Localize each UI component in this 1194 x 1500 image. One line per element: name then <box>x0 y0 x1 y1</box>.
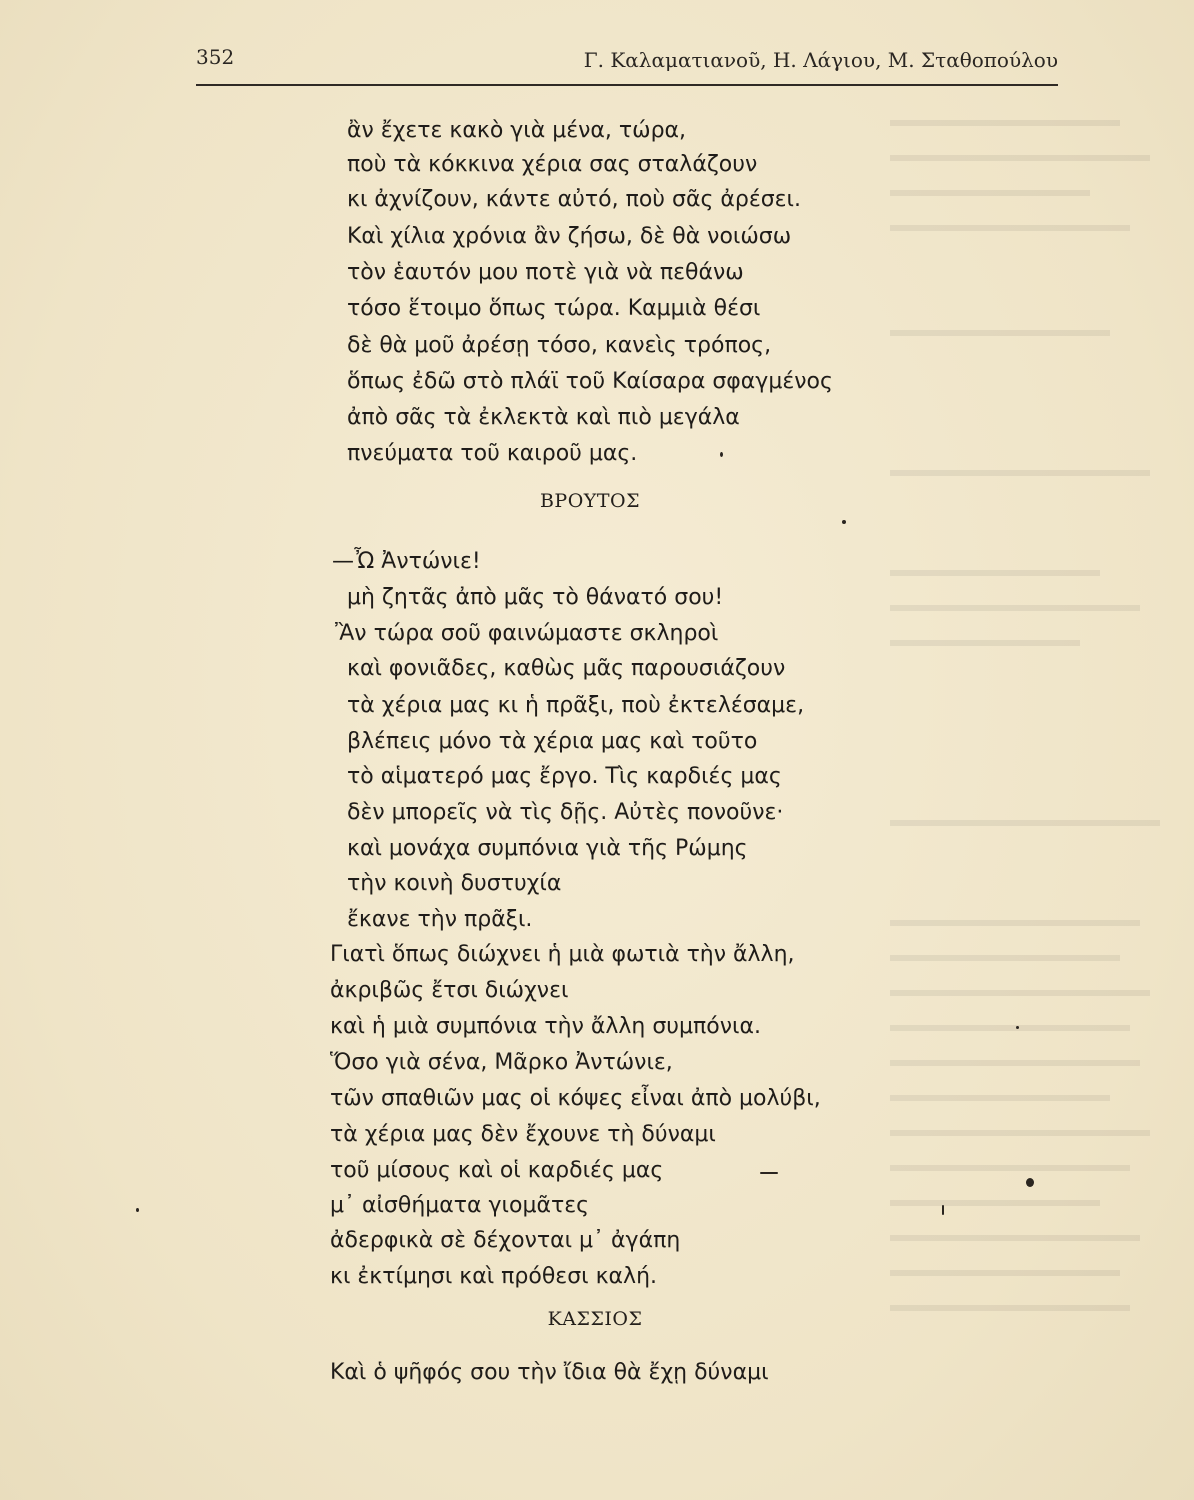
speaker-brutus: ΒΡΟΥΤΟΣ <box>539 490 641 512</box>
verse-line: —Ὦ Ἀντώνιε! <box>332 549 481 574</box>
verse-line: τοῦ μίσους καὶ οἱ καρδιές μας <box>330 1158 664 1183</box>
verse-line: τὴν κοινὴ δυστυχία <box>347 871 562 896</box>
ink-speck <box>720 452 723 457</box>
verse-line: Καὶ χίλια χρόνια ἂν ζήσω, δὲ θὰ νοιώσω <box>347 224 792 249</box>
verse-line: καὶ ἡ μιὰ συμπόνια τὴν ἄλλη συμπόνια. <box>330 1014 761 1039</box>
running-head: Γ. Καλαματιανοῦ, Η. Λάγιου, Μ. Σταθοπούλου <box>583 48 1058 72</box>
verse-line: ἀδερφικὰ σὲ δέχονται μ᾽ ἀγάπη <box>330 1228 681 1253</box>
ink-speck <box>1016 1026 1019 1029</box>
verse-line: μ᾽ αἰσθήματα γιομᾶτες <box>330 1193 589 1218</box>
verse-line: βλέπεις μόνο τὰ χέρια μας καὶ τοῦτο <box>347 729 758 754</box>
verse-line: μὴ ζητᾶς ἀπὸ μᾶς τὸ θάνατό σου! <box>347 585 724 610</box>
verse-line: δὲ θὰ μοῦ ἀρέσῃ τόσο, κανεὶς τρόπος, <box>347 333 772 358</box>
verse-line: Ἂν τώρα σοῦ φαινώμαστε σκληροὶ <box>335 621 719 646</box>
ink-speck <box>1026 1178 1034 1187</box>
verse-line: Γιατὶ ὅπως διώχνει ἡ μιὰ φωτιὰ τὴν ἄλλη, <box>330 942 795 967</box>
verse-line: ἀκριβῶς ἔτσι διώχνει <box>330 978 569 1003</box>
page-header <box>196 40 1058 80</box>
verse-line: καὶ μονάχα συμπόνια γιὰ τῆς Ρώμης <box>347 836 748 861</box>
verse-line: ὅπως ἐδῶ στὸ πλάϊ τοῦ Καίσαρα σφαγμένος <box>347 369 833 394</box>
speaker-cassius: ΚΑΣΣΙΟΣ <box>547 1308 643 1330</box>
verse-line: ἂν ἔχετε κακὸ γιὰ μένα, τώρα, <box>347 118 687 143</box>
verse-line: τὰ χέρια μας κι ἡ πρᾶξι, ποὺ ἐκτελέσαμε, <box>347 693 805 718</box>
verse-line: κι ἐκτίμησι καὶ πρόθεσι καλή. <box>330 1264 658 1289</box>
verse-line: τὸ αἱματερό μας ἔργο. Τὶς καρδιές μας <box>347 764 782 789</box>
verse-line: Ὅσο γιὰ σένα, Μᾶρκο Ἀντώνιε, <box>330 1050 673 1075</box>
ink-speck <box>942 1205 944 1215</box>
ink-speck <box>136 1208 139 1212</box>
header-rule <box>196 84 1058 86</box>
verse-line: πνεύματα τοῦ καιροῦ μας. <box>347 441 638 466</box>
ink-speck <box>760 1172 778 1174</box>
verse-line: τῶν σπαθιῶν μας οἱ κόψες εἶναι ἀπὸ μολύβι, <box>330 1086 821 1111</box>
page-number: 352 <box>196 45 235 69</box>
verse-line: δὲν μπορεῖς νὰ τὶς δῇς. Αὐτὲς πονοῦνε· <box>347 800 784 825</box>
verse-line: κι ἀχνίζουν, κάντε αὐτό, ποὺ σᾶς ἀρέσει. <box>347 187 801 212</box>
ink-speck <box>842 520 846 524</box>
bleed-through-texture <box>880 100 1180 1400</box>
verse-line: ποὺ τὰ κόκκινα χέρια σας σταλάζουν <box>347 152 758 177</box>
verse-line: τὰ χέρια μας δὲν ἔχουνε τὴ δύναμι <box>330 1122 716 1147</box>
verse-line: τόσο ἕτοιμο ὅπως τώρα. Καμμιὰ θέσι <box>347 296 761 321</box>
verse-line: τὸν ἑαυτόν μου ποτὲ γιὰ νὰ πεθάνω <box>347 260 744 285</box>
verse-line: καὶ φονιᾶδες, καθὼς μᾶς παρουσιάζουν <box>347 656 786 681</box>
verse-line: ἀπὸ σᾶς τὰ ἐκλεκτὰ καὶ πιὸ μεγάλα <box>347 405 740 430</box>
verse-line: Καὶ ὁ ψῆφός σου τὴν ἴδια θὰ ἔχῃ δύναμι <box>330 1360 769 1385</box>
verse-line: ἔκανε τὴν πρᾶξι. <box>347 907 533 932</box>
